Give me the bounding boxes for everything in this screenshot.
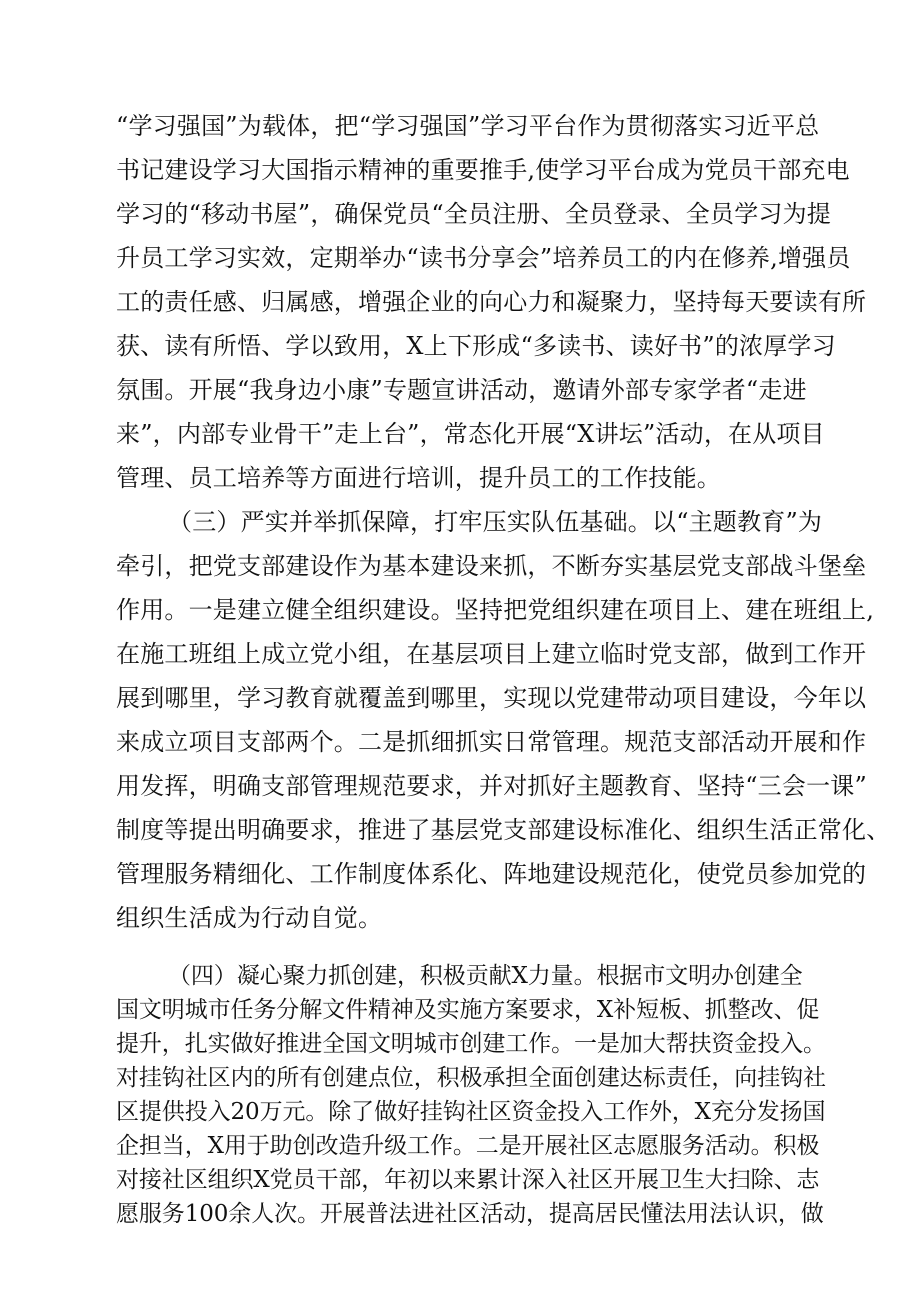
paragraph-3-line-1: （四）凝心聚力抓创建，积极贡献X力量。根据市文明办创建全: [168, 963, 803, 989]
paragraph-3-line-6: 企担当，X用于助创改造升级工作。二是开展社区志愿服务活动。积极: [116, 1133, 820, 1159]
paragraph-2-line-2: 牵引，把党支部建设作为基本建设来抓，不断夯实基层党支部战斗堡垒: [116, 552, 867, 580]
paragraph-3-line-7: 对接社区组织X党员干部，年初以来累计深入社区开展卫生大扫除、志: [116, 1167, 820, 1193]
paragraph-1-line-3: 学习的“移动书屋”，确保党员“全员注册、全员登录、全员学习为提: [116, 200, 832, 228]
paragraph-1-line-1: “学习强国”为载体，把“学习强国”学习平台作为贯彻落实习近平总: [116, 112, 820, 140]
paragraph-3-line-5: 区提供投入20万元。除了做好挂钩社区资金投入工作外，X充分发扬国: [116, 1099, 826, 1125]
paragraph-3-line-4: 对挂钩社区内的所有创建点位，积极承担全面创建达标责任，向挂钩社: [116, 1065, 826, 1091]
paragraph-2-line-7: 用发挥，明确支部管理规范要求，并对抓好主题教育、坚持“三会一课”: [116, 772, 867, 800]
paragraph-1-line-5: 工的责任感、归属感，增强企业的向心力和凝聚力，坚持每天要读有所: [116, 288, 867, 316]
paragraph-1-line-7: 氛围。开展“我身边小康”专题宣讲活动，邀请外部专家学者“走进: [116, 376, 807, 404]
paragraph-1-line-9: 管理、员工培养等方面进行培训，提升员工的工作技能。: [116, 464, 721, 492]
paragraph-2-line-6: 来成立项目支部两个。二是抓细抓实日常管理。规范支部活动开展和作: [116, 728, 867, 756]
paragraph-2-line-4: 在施工班组上成立党小组，在基层项目上建立临时党支部，做到工作开: [116, 640, 867, 668]
paragraph-2-line-3: 作用。一是建立健全组织建设。坚持把党组织建在项目上、建在班组上,: [116, 596, 875, 624]
paragraph-2-line-9: 管理服务精细化、工作制度体系化、阵地建设规范化，使党员参加党的: [116, 860, 867, 888]
paragraph-2-line-5: 展到哪里，学习教育就覆盖到哪里，实现以党建带动项目建设，今年以: [116, 684, 867, 712]
paragraph-1-line-4: 升员工学习实效，定期举办“读书分享会”培养员工的内在修养,增强员: [116, 244, 851, 272]
paragraph-1-line-2: 书记建设学习大国指示精神的重要推手,使学习平台成为党员干部充电: [116, 156, 850, 184]
paragraph-3-line-2: 国文明城市任务分解文件精神及实施方案要求，X补短板、抓整改、促: [116, 997, 820, 1023]
paragraph-2-line-10: 组织生活成为行动自觉。: [116, 904, 383, 932]
paragraph-1-line-8: 来”，内部专业骨干”走上台”，常态化开展“X讲坛”活动，在从项目: [116, 420, 825, 448]
paragraph-1-line-6: 获、读有所悟、学以致用，X上下形成“多读书、读好书”的浓厚学习: [116, 332, 836, 360]
paragraph-2-line-8: 制度等提出明确要求，推进了基层党支部建设标准化、组织生活正常化、: [116, 816, 891, 844]
paragraph-2-line-1: （三）严实并举抓保障，打牢压实队伍基础。以“主题教育”为: [168, 508, 823, 536]
paragraph-3-line-3: 提升，扎实做好推进全国文明城市创建工作。一是加大帮扶资金投入。: [116, 1031, 826, 1057]
paragraph-3-line-8: 愿服务100余人次。开展普法进社区活动，提高居民懂法用法认识，做: [116, 1201, 824, 1227]
